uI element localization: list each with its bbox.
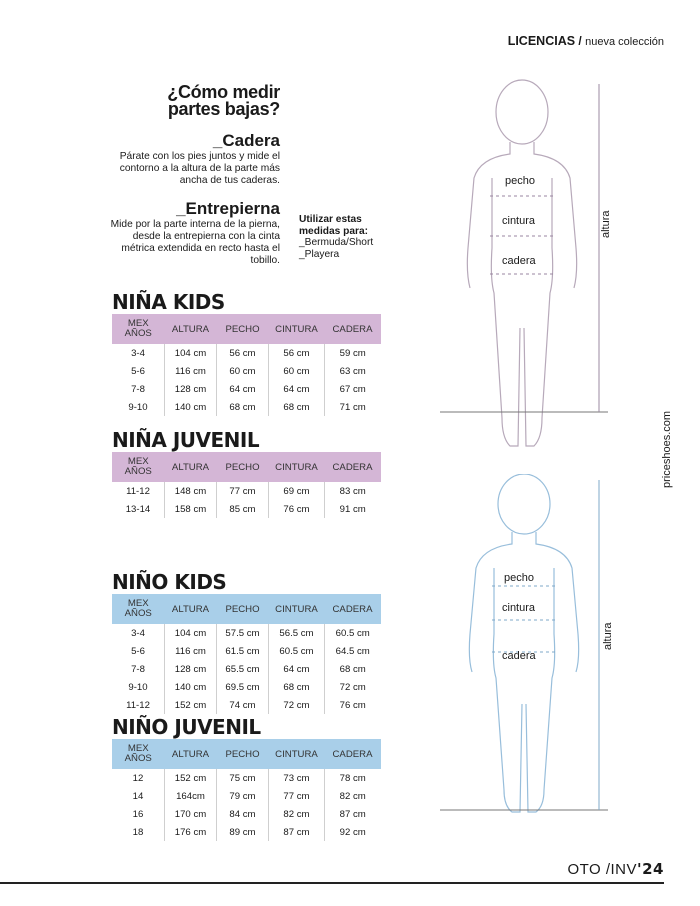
cell-size: 5-6 (131, 365, 145, 377)
cell-cadera: 71 cm (325, 398, 381, 416)
cell-cintura: 77 cm (269, 787, 325, 805)
cell-pecho: 56 cm (217, 344, 269, 362)
cell-pecho: 64 cm (217, 380, 269, 398)
cell-altura: 104 cm (165, 344, 217, 362)
table-row (112, 696, 381, 714)
usefor-item-bermuda: _Bermuda/Short (299, 237, 374, 248)
cell-cintura: 68 cm (269, 678, 325, 696)
cell-altura: 164cm (165, 787, 217, 805)
size-table-nina-kids (112, 314, 381, 416)
cell-cintura: 64 cm (269, 660, 325, 678)
cell-cintura: 87 cm (269, 823, 325, 841)
section-title-nina-kids: NIÑA KIDS (112, 290, 225, 314)
cell-size: 5-6 (131, 645, 145, 657)
cell-altura: 128 cm (165, 660, 217, 678)
cell-size: 9-10 (128, 681, 148, 693)
cell-altura: 140 cm (165, 678, 217, 696)
table-row (112, 344, 381, 362)
cell-pecho: 61.5 cm (217, 642, 269, 660)
cell-size: 11-12 (126, 485, 150, 497)
cell-size: 3-4 (131, 627, 145, 639)
cell-cadera: 83 cm (325, 482, 381, 500)
cell-cintura: 60 cm (269, 362, 325, 380)
usefor-title-line2: medidas para: (299, 225, 369, 237)
cell-size: 18 (132, 826, 144, 838)
boy-label-altura: altura (602, 622, 614, 650)
cell-pecho: 74 cm (217, 696, 269, 714)
section-title-nino-juvenil: NIÑO JUVENIL (112, 715, 261, 739)
usefor-item-playera: _Playera (299, 248, 340, 260)
col-cadera: CADERA (332, 461, 373, 473)
cell-cadera: 67 cm (325, 380, 381, 398)
col-altura: ALTURA (171, 748, 210, 760)
girl-body-outline-figure (440, 78, 620, 458)
header-brand: LICENCIAS (507, 34, 576, 48)
cell-cintura: 76 cm (269, 500, 325, 518)
entrepierna-text: Mide por la parte interna de la pierna, desde la entrepierna con la cinta métrica extendida en recto hasta el tobillo. (110, 219, 280, 266)
footer-year: '24 (637, 860, 664, 878)
cell-altura: 116 cm (165, 642, 217, 660)
cell-cintura: 69 cm (269, 482, 325, 500)
cell-size: 12 (132, 772, 144, 784)
cell-cadera: 64.5 cm (325, 642, 381, 660)
boy-label-cintura: cintura (502, 602, 536, 614)
cell-cadera: 76 cm (325, 696, 381, 714)
table-row (112, 624, 381, 642)
section-title-nino-kids: NIÑO KIDS (112, 570, 227, 594)
table-row (112, 380, 381, 398)
cell-size: 7-8 (131, 663, 145, 675)
cell-size: 11-12 (126, 699, 150, 711)
cell-altura: 158 cm (165, 500, 217, 518)
cell-altura: 140 cm (165, 398, 217, 416)
table-row (112, 642, 381, 660)
cell-pecho: 60 cm (217, 362, 269, 380)
cell-size: 16 (132, 808, 144, 820)
cell-pecho: 57.5 cm (217, 624, 269, 642)
cell-altura: 128 cm (165, 380, 217, 398)
cell-cintura: 56 cm (269, 344, 325, 362)
boy-label-pecho: pecho (504, 572, 534, 584)
col-pecho: PECHO (225, 323, 260, 335)
cell-cadera: 68 cm (325, 660, 381, 678)
howto-title (100, 84, 280, 118)
cell-cintura: 73 cm (269, 769, 325, 787)
cell-pecho: 89 cm (217, 823, 269, 841)
cell-cintura: 56.5 cm (269, 624, 325, 642)
cell-cintura: 60.5 cm (269, 642, 325, 660)
cell-size: 3-4 (131, 347, 145, 359)
size-table-nina-juvenil (112, 452, 381, 518)
col-cadera: CADERA (332, 323, 373, 335)
cell-altura: 104 cm (165, 624, 217, 642)
cell-pecho: 75 cm (217, 769, 269, 787)
cell-cadera: 63 cm (325, 362, 381, 380)
how-to-measure (100, 84, 280, 267)
cell-cadera: 59 cm (325, 344, 381, 362)
entrepierna-heading: _Entrepierna (176, 199, 280, 219)
col-mex: MEX AÑOS (124, 456, 152, 477)
cell-altura: 148 cm (165, 482, 217, 500)
howto-title-line1: ¿Cómo medir (167, 82, 280, 102)
girl-label-cintura: cintura (502, 215, 536, 227)
table-row (112, 660, 381, 678)
table-row (112, 482, 381, 500)
table-row (112, 805, 381, 823)
footer-season-text: OTO /INV (567, 861, 638, 878)
col-pecho: PECHO (225, 748, 260, 760)
col-mex: MEX AÑOS (124, 318, 152, 339)
girl-label-cadera: cadera (502, 255, 536, 267)
section-title-nina-juvenil: NIÑA JUVENIL (112, 428, 260, 452)
cell-pecho: 77 cm (217, 482, 269, 500)
col-cintura: CINTURA (275, 323, 318, 335)
cell-cadera: 92 cm (325, 823, 381, 841)
bottom-divider (0, 882, 664, 884)
girl-label-pecho: pecho (505, 175, 535, 187)
cell-cintura: 72 cm (269, 696, 325, 714)
col-cadera: CADERA (332, 748, 373, 760)
table-row (112, 398, 381, 416)
howto-title-line2: partes bajas? (167, 99, 280, 119)
cell-pecho: 85 cm (217, 500, 269, 518)
table-row (112, 787, 381, 805)
boy-label-cadera: cadera (502, 650, 536, 662)
cell-size: 14 (132, 790, 144, 802)
cell-size: 9-10 (128, 401, 148, 413)
boy-body-outline-figure (440, 474, 620, 824)
cadera-text: Párate con los pies juntos y mide el contorno a la altura de la parte más ancha de tus caderas. (119, 151, 280, 186)
cell-pecho: 79 cm (217, 787, 269, 805)
cell-size: 7-8 (131, 383, 145, 395)
cell-cintura: 64 cm (269, 380, 325, 398)
cell-cadera: 60.5 cm (325, 624, 381, 642)
col-pecho: PECHO (225, 461, 260, 473)
cell-cadera: 78 cm (325, 769, 381, 787)
use-for-note (299, 214, 373, 260)
cell-cintura: 68 cm (269, 398, 325, 416)
cell-cadera: 91 cm (325, 500, 381, 518)
usefor-title-line1: Utilizar estas (299, 214, 362, 225)
col-altura: ALTURA (171, 323, 210, 335)
cell-altura: 116 cm (165, 362, 217, 380)
cell-altura: 176 cm (165, 823, 217, 841)
cell-cadera: 82 cm (325, 787, 381, 805)
size-table-nino-kids (112, 594, 381, 714)
col-altura: ALTURA (171, 461, 210, 473)
cell-altura: 170 cm (165, 805, 217, 823)
cell-altura: 152 cm (165, 696, 217, 714)
table-header (112, 594, 381, 624)
girl-label-altura: altura (600, 210, 612, 238)
cell-cintura: 82 cm (269, 805, 325, 823)
header-subtitle: nueva colección (585, 36, 664, 48)
col-cadera: CADERA (332, 603, 373, 615)
cell-pecho: 68 cm (217, 398, 269, 416)
table-header (112, 452, 381, 482)
website-label: priceshoes.com (661, 410, 673, 488)
cell-cadera: 87 cm (325, 805, 381, 823)
table-header (112, 739, 381, 769)
col-altura: ALTURA (171, 603, 210, 615)
col-pecho: PECHO (225, 603, 260, 615)
table-row (112, 678, 381, 696)
col-cintura: CINTURA (275, 748, 318, 760)
cadera-heading: _Cadera (212, 131, 280, 150)
cell-pecho: 69.5 cm (217, 678, 269, 696)
cell-cadera: 72 cm (325, 678, 381, 696)
cell-pecho: 84 cm (217, 805, 269, 823)
col-cintura: CINTURA (275, 461, 318, 473)
table-row (112, 500, 381, 518)
col-mex: MEX AÑOS (124, 598, 152, 619)
table-header (112, 314, 381, 344)
col-mex: MEX AÑOS (124, 743, 152, 764)
table-row (112, 823, 381, 841)
col-cintura: CINTURA (275, 603, 318, 615)
header-slash: / (578, 34, 582, 48)
table-row (112, 362, 381, 380)
page-header (508, 34, 664, 48)
table-row (112, 769, 381, 787)
size-table-nino-juvenil (112, 739, 381, 841)
cell-pecho: 65.5 cm (217, 660, 269, 678)
footer-season (567, 860, 664, 878)
cell-size: 13-14 (125, 503, 151, 515)
cell-altura: 152 cm (165, 769, 217, 787)
